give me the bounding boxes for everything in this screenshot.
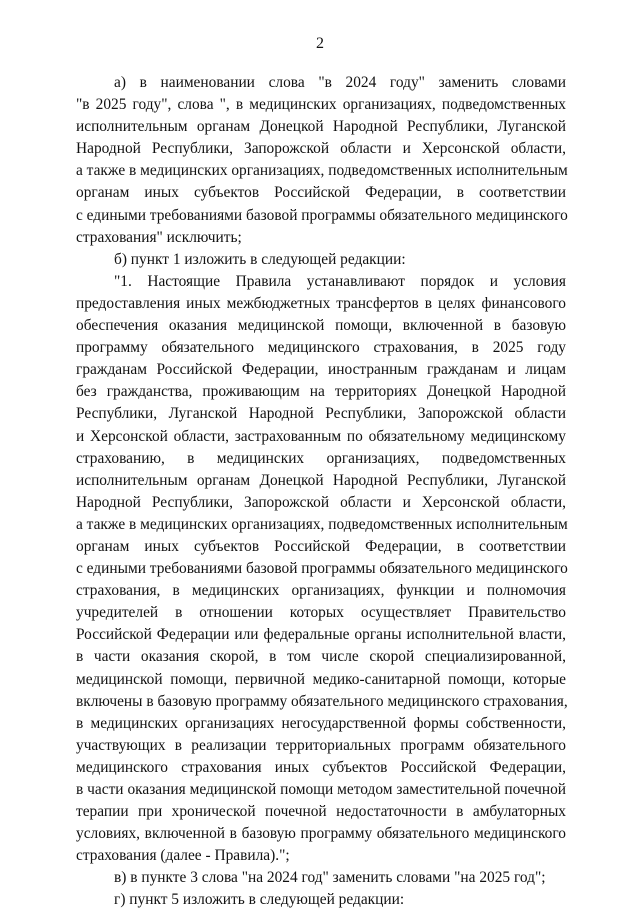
text-line: в части оказания медицинской помощи методом заместительной почечной bbox=[76, 781, 566, 798]
text-line: а также в медицинских организациях, подведомственных исполнительным bbox=[76, 515, 568, 533]
text-line: "1. Настоящие Правила устанавливают порядок и условия bbox=[114, 272, 566, 290]
text-line: гражданам Российской Федерации, иностранным гражданам и лицам bbox=[76, 361, 566, 379]
text-line: Народной Республики, Запорожской области и Херсонской области, bbox=[76, 140, 566, 158]
text-line: с едиными требованиями базовой программы обязательного медицинского bbox=[76, 560, 568, 578]
text-line: обеспечения оказания медицинской помощи, включенной в базовую bbox=[76, 317, 566, 335]
text-line: страхования, в медицинских организациях, функции и полномочия bbox=[76, 582, 566, 600]
text-line: программу обязательного медицинского страхования, в 2025 году bbox=[76, 339, 566, 357]
text-line: в части оказания скорой, в том числе скорой специализированной, bbox=[76, 648, 566, 666]
text-line: с едиными требованиями базовой программы обязательного медицинского bbox=[76, 206, 568, 224]
text-line: в медицинских организациях негосударственной формы собственности, bbox=[76, 714, 566, 732]
page-number: 2 bbox=[316, 35, 324, 52]
text-line: органам иных субъектов Российской Федерации, в соответствии bbox=[76, 537, 566, 555]
text-line: предоставления иных межбюджетных трансфертов в целях финансового bbox=[76, 294, 566, 312]
text-line: "в 2025 году", слова ", в медицинских организациях, подведомственных bbox=[76, 96, 566, 114]
text-line: Российской Федерации или федеральные органы исполнительной власти, bbox=[76, 626, 566, 644]
text-line: органам иных субъектов Российской Федерации, в соответствии bbox=[76, 184, 566, 202]
text-line: исполнительным органам Донецкой Народной Республики, Луганской bbox=[76, 118, 566, 136]
text-line: включены в базовую программу обязательного медицинского страхования, bbox=[76, 692, 568, 710]
text-line: страхования" исключить; bbox=[76, 228, 242, 246]
text-line: учредителей в отношении которых осуществляет Правительство bbox=[76, 604, 566, 622]
text-line: медицинского страхования иных субъектов Российской Федерации, bbox=[76, 758, 566, 776]
text-line: г) пункт 5 изложить в следующей редакции: bbox=[114, 891, 405, 909]
text-line: а) в наименовании слова "в 2024 году" заменить словами bbox=[114, 74, 566, 91]
text-line: исполнительным органам Донецкой Народной Республики, Луганской bbox=[76, 471, 566, 489]
text-line: страхованию, в медицинских организациях, подведомственных bbox=[76, 449, 566, 467]
text-line: участвующих в реализации территориальных программ обязательного bbox=[76, 736, 566, 754]
text-line: без гражданства, проживающим на территориях Донецкой Народной bbox=[76, 383, 566, 401]
text-line: медицинской помощи, первичной медико-санитарной помощи, которые bbox=[76, 670, 566, 688]
text-line: Народной Республики, Запорожской области и Херсонской области, bbox=[76, 493, 566, 511]
text-line: а также в медицинских организациях, подведомственных исполнительным bbox=[76, 162, 568, 180]
text-line: терапии при хронической почечной недостаточности в амбулаторных bbox=[76, 803, 566, 821]
text-line: Республики, Луганской Народной Республики, Запорожской области bbox=[76, 405, 566, 423]
text-line: страхования (далее - Правила)."; bbox=[76, 847, 290, 865]
document-body bbox=[76, 72, 566, 912]
text-line: в) в пункте 3 слова "на 2024 год" заменить словами "на 2025 год"; bbox=[114, 869, 546, 887]
text-line: и Херсонской области, застрахованным по обязательному медицинскому bbox=[76, 427, 566, 445]
text-line: б) пункт 1 изложить в следующей редакции: bbox=[114, 250, 406, 268]
text-line: условиях, включенной в базовую программу обязательного медицинского bbox=[76, 825, 566, 843]
